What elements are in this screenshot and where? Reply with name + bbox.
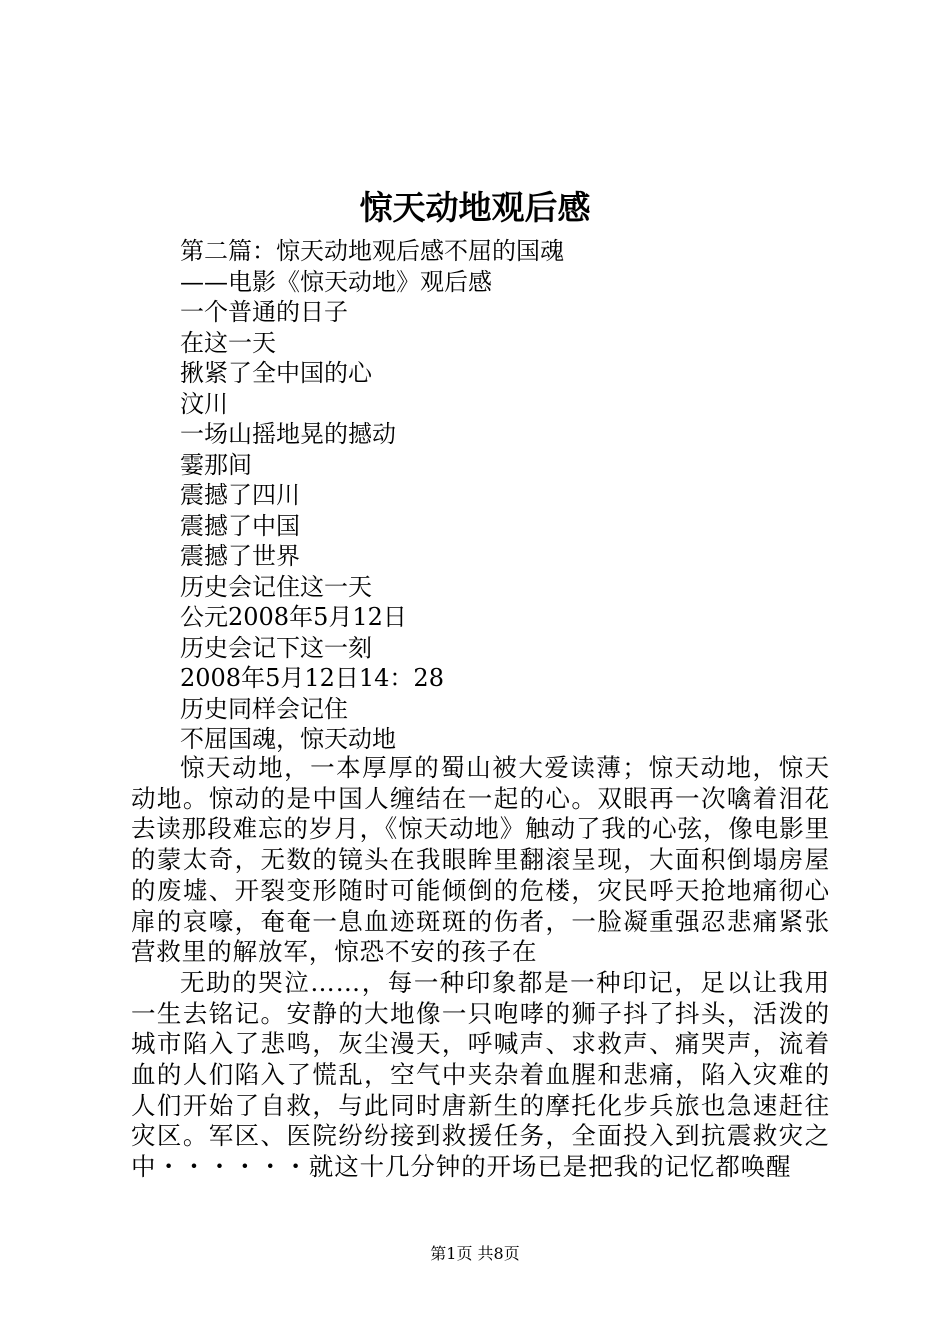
body-text [131, 753, 830, 1183]
poem-line: 汶川 [180, 389, 228, 418]
poem-line: 不屈国魂，惊天动地 [180, 725, 396, 753]
poem-line: 霎那间 [180, 450, 252, 479]
poem-line: 公元2008年5月12日 [180, 603, 407, 631]
poem-line: 历史同样会记住 [180, 694, 348, 723]
poem-line: 2008年5月12日14：28 [180, 664, 444, 692]
poem-line: 第二篇：惊天动地观后感不屈的国魂 [180, 237, 564, 265]
poem-line: 揪紧了全中国的心 [180, 359, 372, 387]
body-paragraph: 惊天动地，一本厚厚的蜀山被大爱读薄；惊天动地，惊天动地。惊动的是中国人缠结在一起的心。双眼再一次噙着泪花去读那段难忘的岁月，《惊天动地》触动了我的心弦，像电影里的蒙太奇，无数的镜头在我眼眸里翻滚呈现，大面积倒塌房屋的废墟、开裂变形随时可能倾倒的危楼，灾民呼天抢地痛彻心扉的哀嚎，奄奄一息血迹斑斑的伤者，一脸凝重强忍悲痛紧张营救里的解放军，惊恐不安的孩子在 [131, 753, 830, 967]
poem-line: 历史会记住这一天 [180, 572, 372, 601]
poem-line: 震撼了中国 [180, 511, 300, 540]
poem-line: 在这一天 [180, 328, 276, 357]
poem-line: 历史会记下这一刻 [180, 633, 372, 662]
document-title: 惊天动地观后感 [359, 188, 591, 227]
poem-lines [180, 236, 564, 755]
body-paragraph: 无助的哭泣……，每一种印象都是一种印记，足以让我用一生去铭记。安静的大地像一只咆哮的狮子抖了抖头，活泼的城市陷入了悲鸣，灰尘漫天，呼喊声、求救声、痛哭声，流着血的人们陷入了慌乱，空气中夹杂着血腥和悲痛，陷入灾难的人们开始了自救，与此同时唐新生的摩托化步兵旅也急速赶往灾区。军区、医院纷纷接到救援任务，全面投入到抗震救灾之中・・・・・・就这十几分钟的开场已是把我的记忆都唤醒 [131, 967, 830, 1182]
poem-line: 震撼了四川 [180, 481, 300, 509]
poem-line: 一个普通的日子 [180, 298, 348, 326]
poem-line: 震撼了世界 [180, 542, 300, 570]
page-footer: 第1页 共8页 [430, 1244, 520, 1263]
poem-line: ——电影《惊天动地》观后感 [180, 267, 492, 296]
poem-line: 一场山摇地晃的撼动 [180, 420, 396, 448]
